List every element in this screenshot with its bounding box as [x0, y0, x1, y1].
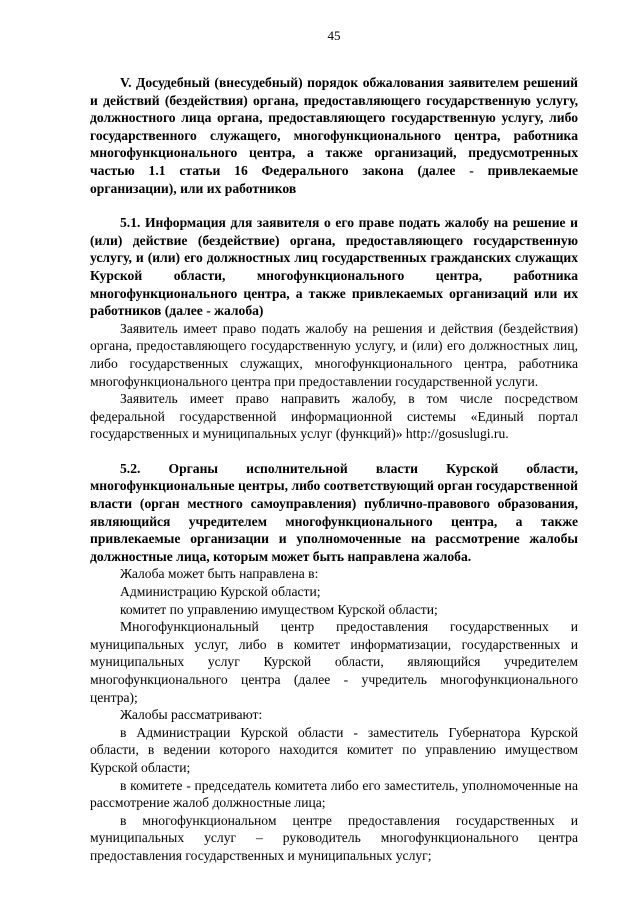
paragraph: в комитете - председатель комитета либо его заместитель, уполномоченные на рассмотрение жалоб должностные лица;: [90, 777, 578, 811]
page-number: 45: [327, 28, 341, 43]
paragraph: комитет по управлению имуществом Курской области;: [120, 601, 438, 617]
paragraph: Многофункциональный центр предоставления государственных и муниципальных услуг, либо в комитет информатизации, государственных и муниципальных услуг Курской области, являющийся учредителем многофункционального центра (далее - учредитель многофункционального центра);: [90, 619, 578, 705]
paragraph: в Администрации Курской области - заместитель Губернатора Курской области, в ведении которого находится комитет по управлению имуществом Курской области;: [90, 724, 578, 775]
section-title: V. Досудебный (внесудебный) порядок обжалования заявителем решений и действий (бездействия) органа, предоставляющего государственную услугу, должностного лица органа, предоставляющего государственную услугу, либо государственного служащего, многофункционального центра, работника многофункционального центра, а также организаций, предусмотренных частью 1.1 статьи 16 Федерального закона (далее - привлекаемые организации), или их работников: [90, 75, 578, 196]
spacer: [90, 443, 578, 460]
paragraph: в многофункциональном центре предоставления государственных и муниципальных услуг – руководитель многофункционального центра предоставления государственных и муниципальных услуг;: [90, 812, 578, 863]
paragraph: Жалобы рассматривают:: [120, 707, 263, 723]
subsection-5-1-heading: 5.1. Информация для заявителя о его праве подать жалобу на решение и (или) действие (бездействие) органа, предоставляющего государственную услугу, и (или) его должностных лиц государственных гражданских служащих Курской области, многофункционального центра, работника многофункционального центра, а также привлекаемых организаций или их работников (далее - жалоба): [90, 215, 578, 319]
paragraph: Заявитель имеет право подать жалобу на решения и действия (бездействия) органа, предоставляющего государственную услугу, и (или) его должностных лиц, либо государственных служащих, многофункционального центра, работника многофункционального центра при предоставлении государственной услуги.: [90, 320, 578, 389]
paragraph: Администрацию Курской области;: [120, 584, 321, 600]
paragraph: Жалоба может быть направлена в:: [120, 566, 319, 582]
subsection-5-2-heading: 5.2. Органы исполнительной власти Курской области, многофункциональные центры, либо соответствующий орган государственной власти (орган местного самоуправления) публично-правового образования, являющийся учредителем многофункционального центра, а также привлекаемые организации и уполномоченные на рассмотрение жалобы должностные лица, которым может быть направлена жалоба.: [90, 460, 578, 564]
paragraph: Заявитель имеет право направить жалобу, в том числе посредством федеральной государственной информационной системы «Единый портал государственных и муниципальных услуг (функций)» http://gosuslugi.ru.: [90, 391, 578, 442]
spacer: [90, 197, 578, 214]
